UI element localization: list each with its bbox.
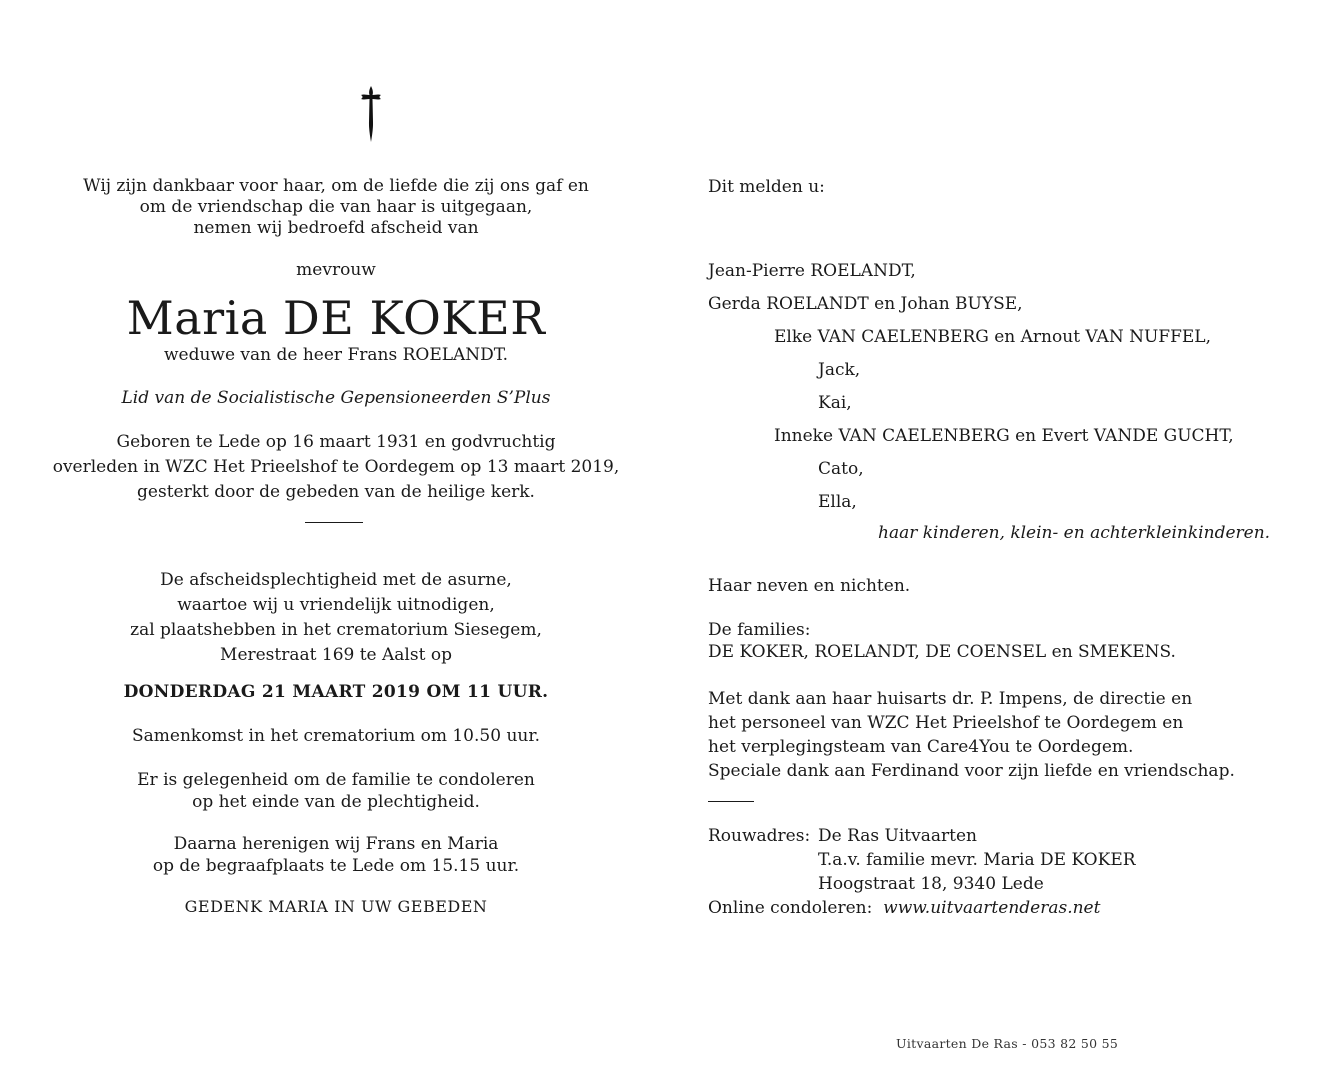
intro-text (36, 176, 636, 239)
family-member: Elke VAN CAELENBERG en Arnout VAN NUFFEL, (774, 327, 1212, 347)
ceremony-line: zal plaatshebben in het crematorium Siesegem, (130, 620, 542, 640)
ceremony-text (36, 568, 636, 668)
condolences-line: op het einde van de plechtigheid. (192, 792, 480, 812)
families-label: De families: (708, 620, 811, 640)
birth-death-text (36, 430, 636, 505)
membership: Lid van de Socialistische Gepensioneerden S’Plus (121, 388, 551, 408)
ceremony-date: DONDERDAG 21 MAART 2019 OM 11 UUR. (123, 682, 549, 702)
families-block (708, 619, 1176, 663)
family-member: Cato, (818, 459, 864, 479)
online-label: Online condoleren: (708, 898, 873, 918)
salutation: mevrouw (296, 260, 376, 280)
announce-text: Dit melden u: (708, 177, 825, 197)
intro-line: nemen wij bedroefd afscheid van (193, 218, 479, 238)
divider (708, 801, 754, 802)
address-line: T.a.v. familie mevr. Maria DE KOKER (818, 850, 1136, 870)
online-url: www.uitvaartenderas.net (883, 898, 1101, 918)
family-summary: haar kinderen, klein- en achterkleinkinderen. (878, 523, 1271, 543)
family-member: Jean-Pierre ROELANDT, (708, 261, 916, 281)
families-names: DE KOKER, ROELANDT, DE COENSEL en SMEKENS. (708, 642, 1176, 662)
divider (305, 522, 363, 523)
intro-line: om de vriendschap die van haar is uitgegaan, (139, 197, 533, 217)
family-member: Inneke VAN CAELENBERG en Evert VANDE GUCHT, (774, 426, 1234, 446)
thanks-line: het verplegingsteam van Care4You te Oordegem. (708, 737, 1134, 757)
thanks-line: Met dank aan haar huisarts dr. P. Impens, de directie en (708, 689, 1193, 709)
deceased-name: Maria DE KOKER (126, 291, 546, 345)
condolences-text (36, 769, 636, 813)
family-member: Ella, (818, 492, 857, 512)
burial-line: Daarna herenigen wij Frans en Maria (173, 834, 499, 854)
thanks-text (708, 687, 1235, 783)
birth-death-line: overleden in WZC Het Prieelshof te Oordegem op 13 maart 2019, (52, 457, 620, 477)
address-line: De Ras Uitvaarten (818, 826, 977, 846)
birth-death-line: gesterkt door de gebeden van de heilige kerk. (137, 482, 535, 502)
ceremony-line: waartoe wij u vriendelijk uitnodigen, (177, 595, 495, 615)
family-member: Jack, (818, 360, 861, 380)
intro-line: Wij zijn dankbaar voor haar, om de liefde die zij ons gaf en (83, 176, 589, 196)
cousins-text: Haar neven en nichten. (708, 576, 911, 596)
remember-text: GEDENK MARIA IN UW GEBEDEN (184, 897, 488, 916)
address-label: Rouwadres: (708, 826, 811, 846)
family-member: Kai, (818, 393, 852, 413)
footer-text: Uitvaarten De Ras - 053 82 50 55 (896, 1036, 1119, 1051)
condolences-line: Er is gelegenheid om de familie te condoleren (137, 770, 535, 790)
burial-text (36, 833, 636, 877)
thanks-line: het personeel van WZC Het Prieelshof te Oordegem en (708, 713, 1184, 733)
address-block (708, 824, 1136, 920)
family-member: Gerda ROELANDT en Johan BUYSE, (708, 294, 1023, 314)
burial-line: op de begraafplaats te Lede om 15.15 uur. (152, 856, 520, 876)
cross-icon (353, 84, 389, 144)
birth-death-line: Geboren te Lede op 16 maart 1931 en godvruchtig (116, 432, 556, 452)
widow-of: weduwe van de heer Frans ROELANDT. (163, 345, 509, 365)
ceremony-line: Merestraat 169 te Aalst op (220, 645, 452, 665)
gathering-text: Samenkomst in het crematorium om 10.50 uur. (131, 726, 541, 746)
address-line: Hoogstraat 18, 9340 Lede (818, 874, 1044, 894)
ceremony-line: De afscheidsplechtigheid met de asurne, (160, 570, 512, 590)
thanks-line: Speciale dank aan Ferdinand voor zijn liefde en vriendschap. (708, 761, 1235, 781)
